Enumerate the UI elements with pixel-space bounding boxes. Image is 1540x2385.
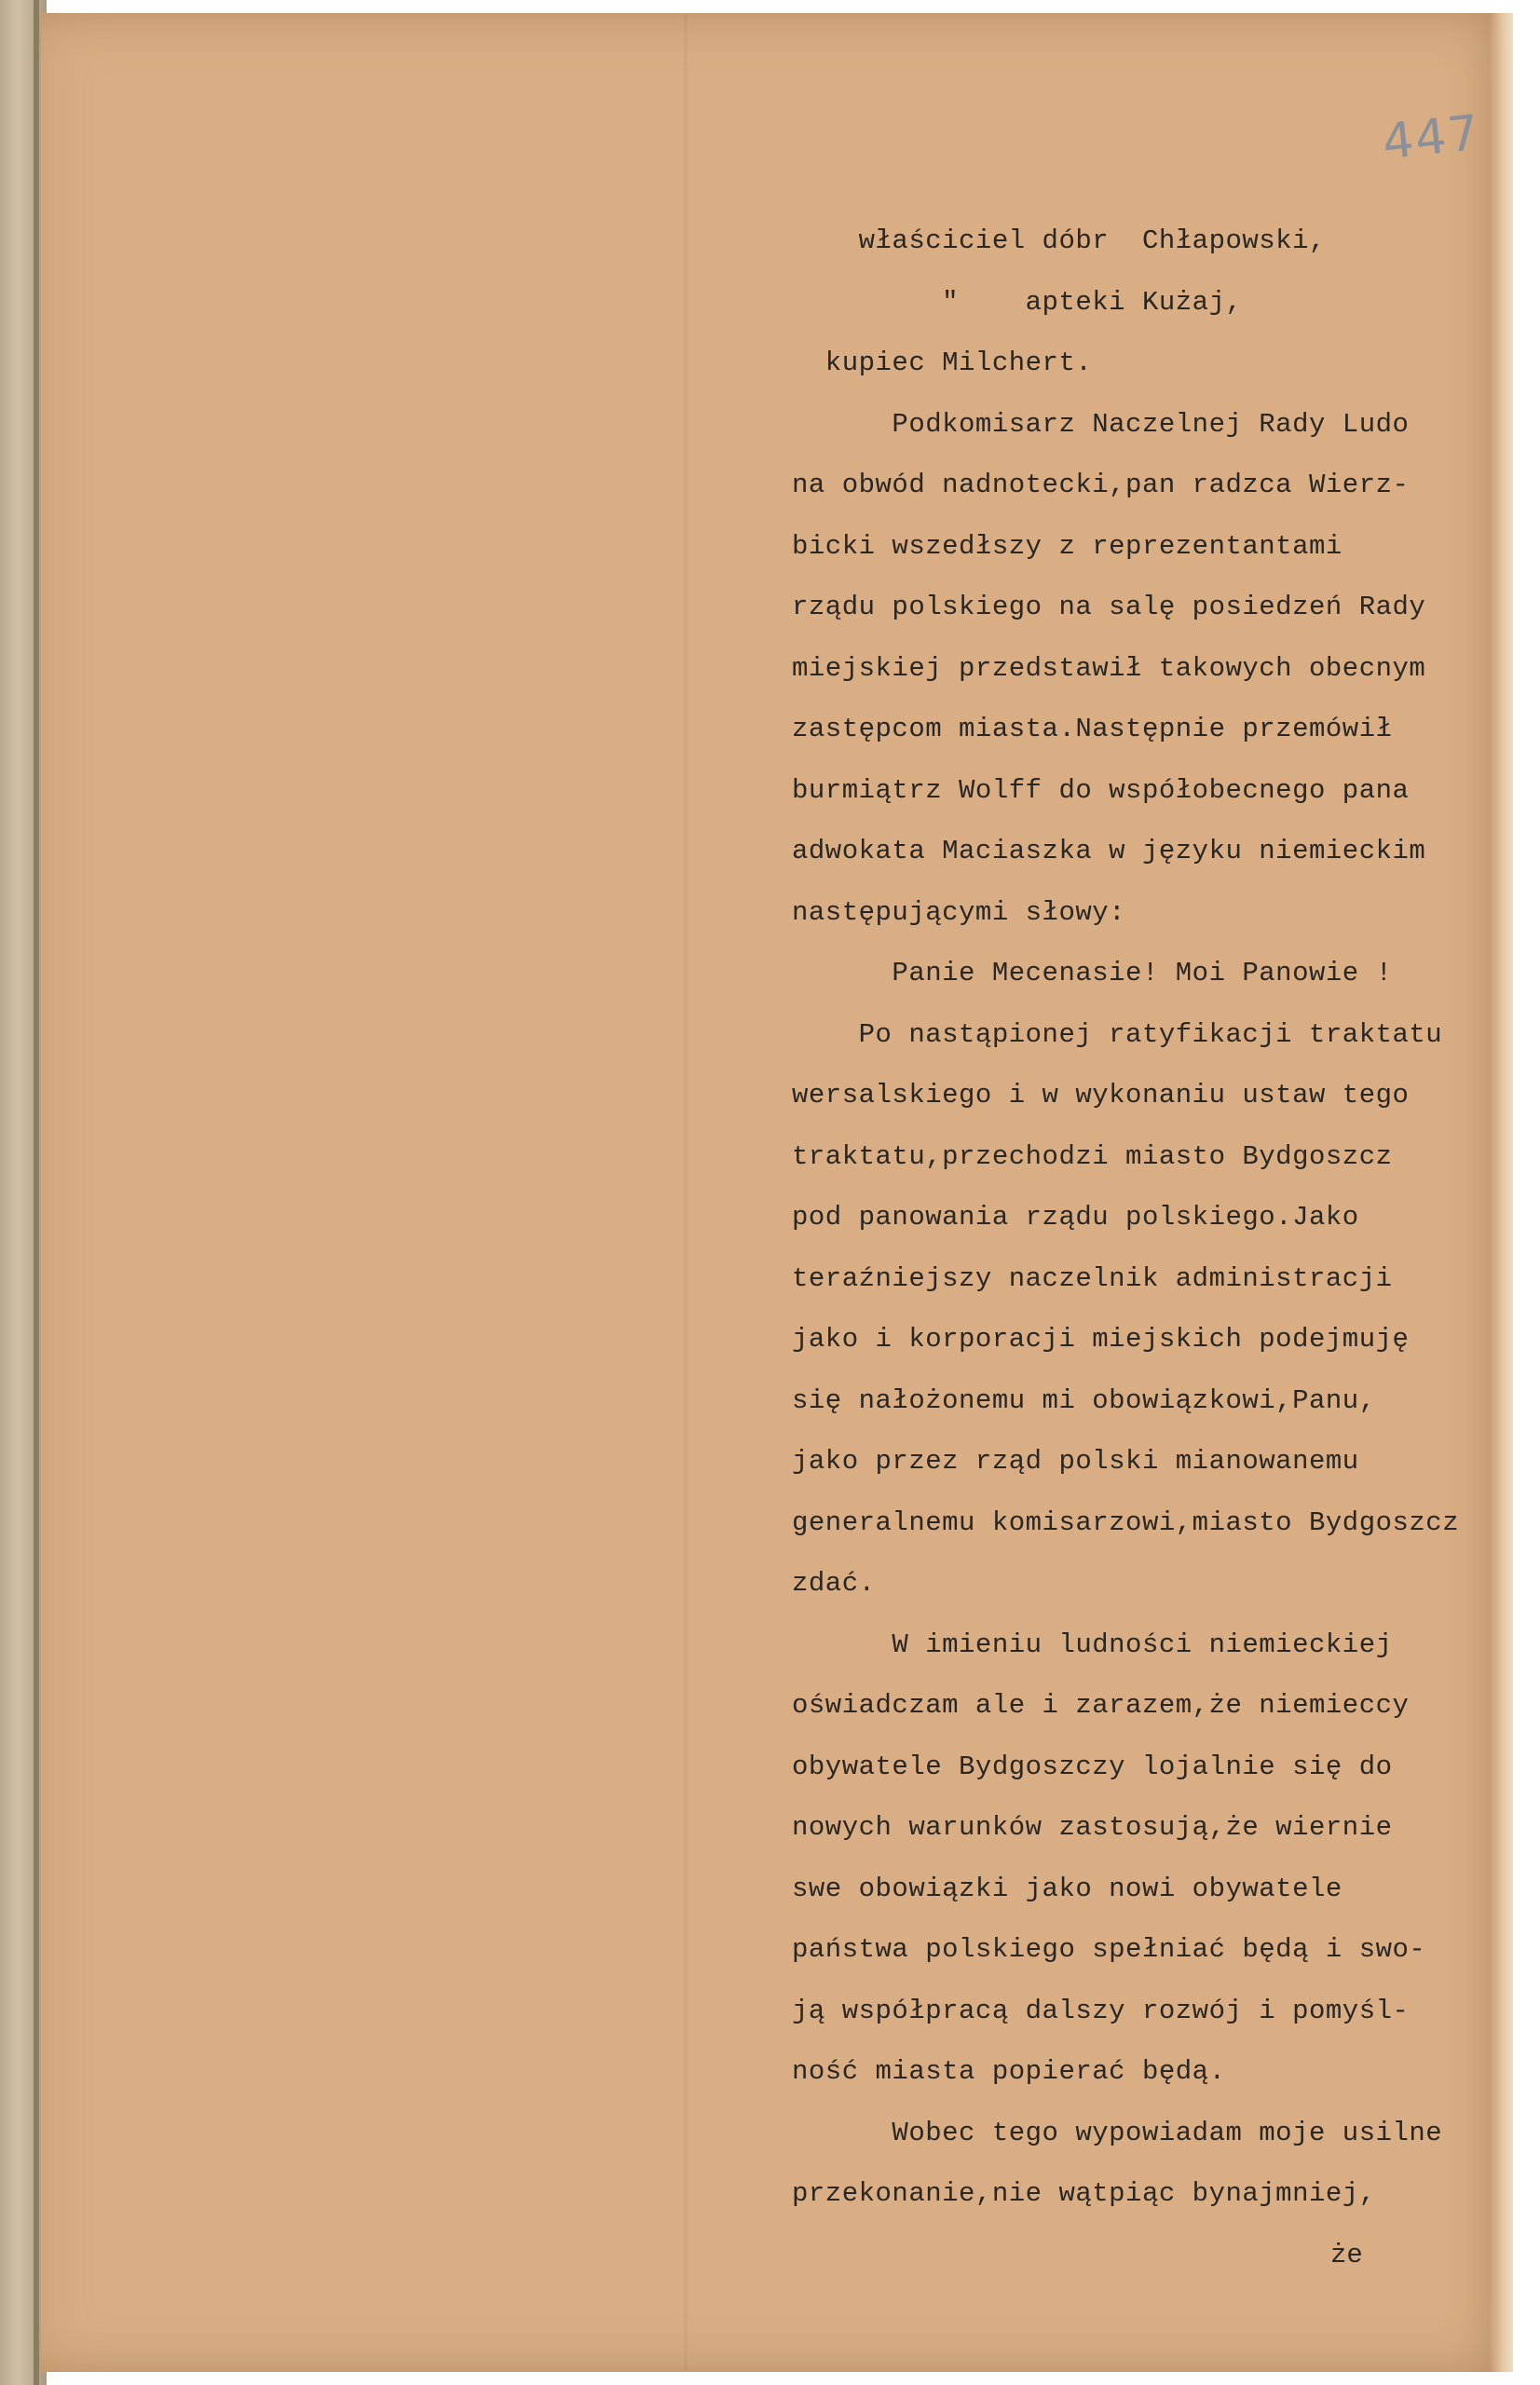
binder-edge: [34, 0, 39, 2385]
text-line: burmiątrz Wolff do współobecnego pana: [792, 774, 1410, 806]
text-line: teraźniejszy naczelnik administracji: [792, 1262, 1393, 1294]
text-line: właściciel dóbr Chłapowski,: [792, 225, 1326, 256]
text-line: W imieniu ludności niemieckiej: [792, 1629, 1393, 1660]
text-line: adwokata Maciaszka w języku niemieckim: [792, 836, 1426, 866]
text-line: wersalskiego i w wykonaniu ustaw tego: [792, 1080, 1410, 1111]
folio-number: 447: [1380, 104, 1484, 171]
typed-text-block: [792, 211, 1519, 2225]
text-line: państwa polskiego spełniać będą i swo-: [792, 1934, 1426, 1965]
text-line: nowych warunków zastosują,że wiernie: [792, 1812, 1393, 1843]
text-line: miejskiej przedstawił takowych obecnym: [792, 652, 1426, 684]
text-line: Panie Mecenasie! Moi Panowie !: [792, 958, 1393, 988]
binder-strip: [0, 0, 47, 2385]
text-line: ność miasta popierać będą.: [792, 2056, 1226, 2087]
text-line: Po nastąpionej ratyfikacji traktatu: [792, 1018, 1443, 1050]
text-line: bicki wszedłszy z reprezentantami: [792, 530, 1342, 562]
page-fold: [684, 13, 688, 2372]
text-line: zdać.: [792, 1568, 876, 1599]
text-line: Wobec tego wypowiadam moje usilne: [792, 2117, 1443, 2148]
text-line: Podkomisarz Naczelnej Rady Ludo: [792, 408, 1410, 440]
catchword: że: [1330, 2240, 1363, 2270]
text-line: obywatele Bydgoszczy lojalnie się do: [792, 1751, 1393, 1782]
text-line: swe obowiązki jako nowi obywatele: [792, 1873, 1342, 1904]
text-line: ją współpracą dalszy rozwój i pomyśl-: [792, 1995, 1410, 2026]
text-line: pod panowania rządu polskiego.Jako: [792, 1202, 1359, 1233]
text-line: na obwód nadnotecki,pan radzca Wierz-: [792, 470, 1410, 500]
text-line: " apteki Kużaj,: [792, 286, 1243, 318]
text-line: traktatu,przechodzi miasto Bydgoszcz: [792, 1140, 1393, 1172]
text-line: zastępcom miasta.Następnie przemówił: [792, 714, 1393, 744]
text-line: następującymi słowy:: [792, 896, 1126, 928]
text-line: rządu polskiego na salę posiedzeń Rady: [792, 592, 1426, 622]
text-line: przekonanie,nie wątpiąc bynajmniej,: [792, 2178, 1376, 2209]
text-line: kupiec Milchert.: [792, 348, 1093, 378]
text-line: jako przez rząd polski mianowanemu: [792, 1446, 1359, 1477]
text-line: jako i korporacji miejskich podejmuję: [792, 1324, 1410, 1355]
text-line: generalnemu komisarzowi,miasto Bydgoszcz: [792, 1506, 1460, 1538]
text-line: oświadczam ale i zarazem,że niemieccy: [792, 1690, 1410, 1721]
text-line: się nałożonemu mi obowiązkowi,Panu,: [792, 1384, 1376, 1416]
